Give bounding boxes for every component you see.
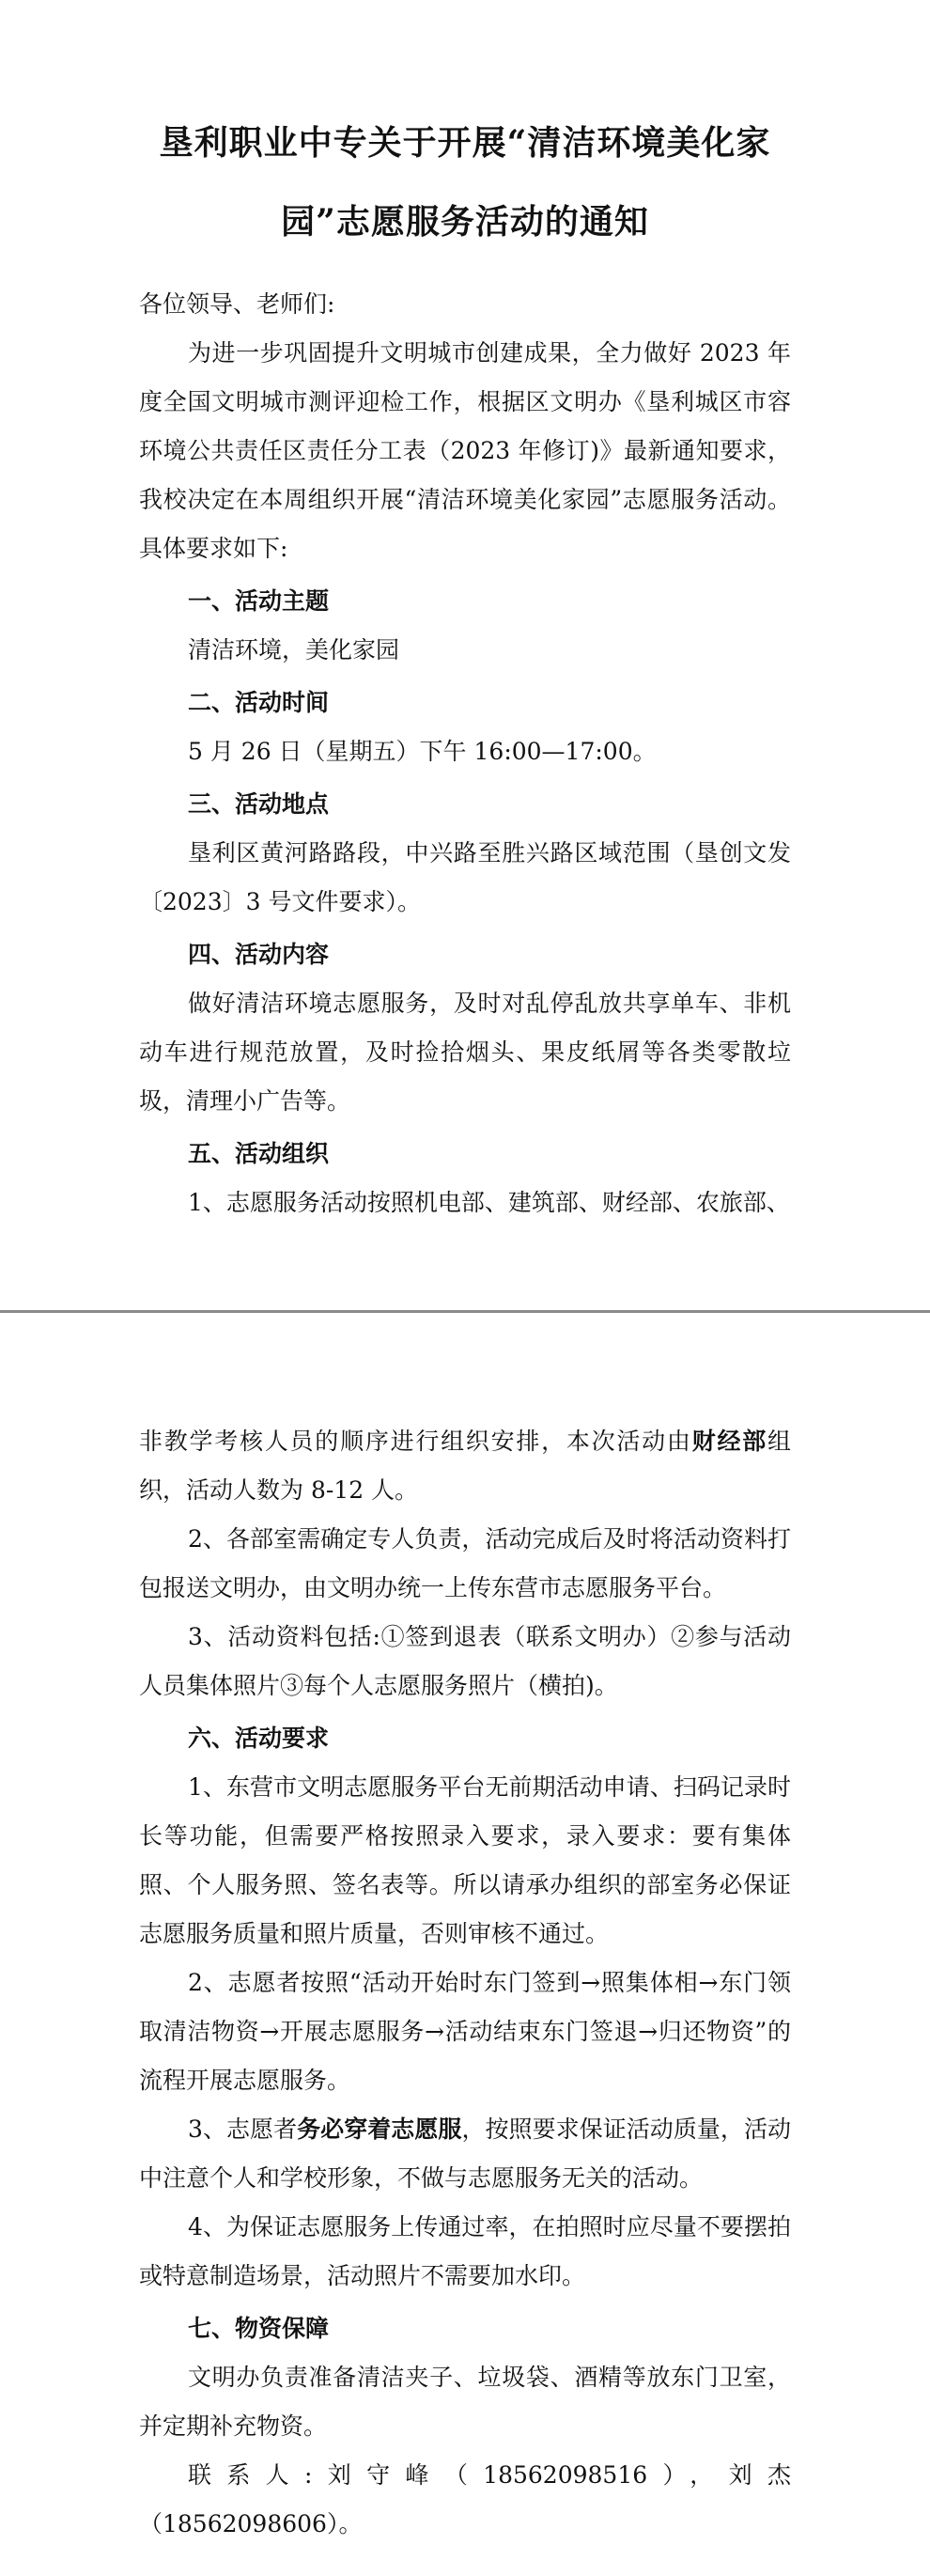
supplies-text: 文明办负责准备清洁夹子、垃圾袋、酒精等放东门卫室，并定期补充物资。 <box>139 2364 791 2440</box>
document-page-one <box>0 103 930 1227</box>
page-divider <box>0 1310 930 1313</box>
requirements-item-2: 2、志愿者按照“活动开始时东门签到→照集体相→东门领取清洁物资→开展志愿服务→活动结束东门签退→归还物资”的流程开展志愿服务。 <box>139 1969 791 2094</box>
section-text-theme: 清洁环境，美化家园 <box>188 636 400 664</box>
section-heading-theme: 一、活动主题 <box>188 587 330 615</box>
organization-item-3: 3、活动资料包括:①签到退表（联系文明办）②参与活动人员集体照片③每个人志愿服务照片（横拍)。 <box>139 1623 791 1699</box>
section-heading-place: 三、活动地点 <box>188 790 330 818</box>
section-text-content: 做好清洁环境志愿服务，及时对乱停乱放共享单车、非机动车进行规范放置，及时捡拾烟头、果皮纸屑等各类零散垃圾，清理小广告等。 <box>139 990 791 1115</box>
organization-item-1-text-a: 非教学考核人员的顺序进行组织安排，本次活动由 <box>139 1428 692 1455</box>
organization-item-1-start: 1、志愿服务活动按照机电部、建筑部、财经部、农旅部、 <box>188 1189 790 1216</box>
intro-paragraph: 为进一步巩固提升文明城市创建成果，全力做好 2023 年度全国文明城市测评迎检工作，根据区文明办《垦利城区市容环境公共责任区责任分工表（2023 年修订)》最新通知要求，我校决定在本周组织开展“清洁环境美化家园”志愿服务活动。具体要求如下: <box>139 339 791 562</box>
organization-item-1-bold-department: 财经部 <box>691 1428 767 1455</box>
organization-item-2: 2、各部室需确定专人负责，活动完成后及时将活动资料打包报送文明办，由文明办统一上传东营市志愿服务平台。 <box>139 1525 791 1601</box>
section-heading-supplies: 七、物资保障 <box>188 2315 330 2342</box>
requirements-item-3-bold-uniform: 务必穿着志愿服 <box>297 2115 462 2143</box>
section-heading-time: 二、活动时间 <box>188 689 330 716</box>
section-text-place: 垦利区黄河路路段，中兴路至胜兴路区域范围（垦创文发〔2023〕3 号文件要求）。 <box>139 839 791 915</box>
document-page-two <box>0 1417 930 2549</box>
organization-item-1-text-b: 组织，活动人数为 8-12 人。 <box>139 1428 791 1504</box>
section-heading-organization: 五、活动组织 <box>188 1140 330 1167</box>
requirements-item-3-text-a: 3、志愿者 <box>188 2115 298 2143</box>
contact-line: 联系人:刘守峰（18562098516），刘杰（18562098606）。 <box>139 2461 791 2537</box>
title-line-1: 垦利职业中专关于开展“清洁环境美化家 <box>159 123 771 163</box>
salutation: 各位领导、老师们: <box>139 290 335 318</box>
requirements-item-1: 1、东营市文明志愿服务平台无前期活动申请、扫码记录时长等功能，但需要严格按照录入要求，录入要求：要有集体照、个人服务照、签名表等。所以请承办组织的部室务必保证志愿服务质量和照片质量，否则审核不通过。 <box>139 1773 791 1947</box>
requirements-item-3-text-b: ，按照要求保证活动质量，活动中注意个人和学校形象，不做与志愿服务无关的活动。 <box>139 2115 791 2192</box>
section-text-time: 5 月 26 日（星期五）下午 16:00—17:00。 <box>188 738 657 765</box>
organization-item-1-continued <box>139 1417 791 1515</box>
section-heading-requirements: 六、活动要求 <box>188 1725 330 1752</box>
section-heading-content: 四、活动内容 <box>188 941 330 968</box>
requirements-item-4: 4、为保证志愿服务上传通过率，在拍照时应尽量不要摆拍或特意制造场景，活动照片不需要加水印。 <box>139 2213 791 2289</box>
document-title <box>139 103 791 261</box>
title-line-2: 园”志愿服务活动的通知 <box>281 202 649 242</box>
requirements-item-3 <box>139 2105 791 2203</box>
